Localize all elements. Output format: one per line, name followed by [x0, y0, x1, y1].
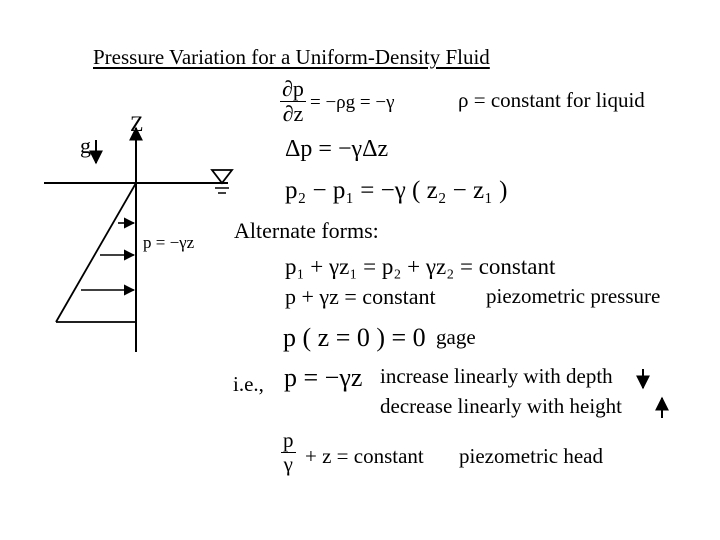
alt-form3-note: gage [436, 325, 476, 349]
alt-form5-note: piezometric head [459, 444, 604, 468]
page-title: Pressure Variation for a Uniform-Density Fluid [93, 45, 490, 69]
gravity-label: g [80, 133, 91, 158]
free-surface-icon [212, 170, 232, 193]
eq2: Δp = −γΔz [285, 136, 389, 162]
alt-form2-note: piezometric pressure [486, 284, 661, 308]
eq1-fraction [280, 78, 306, 125]
alt-form5-fraction [281, 430, 296, 475]
eq1-rhs: = −ρg = −γ [310, 92, 395, 113]
alt-form1: p₁ + γz₁ = p₂ + γz₂ = constant [285, 254, 556, 279]
alt-form2: p + γz = constant [285, 284, 436, 309]
alt-form4-note-height: decrease linearly with height [380, 394, 622, 418]
alternate-forms-heading: Alternate forms: [234, 218, 379, 243]
eq1-note: ρ = constant for liquid [458, 88, 645, 112]
pressure-hypotenuse [56, 183, 136, 322]
eq1-numerator: ∂p [282, 76, 304, 101]
z-axis-label: Z [130, 111, 144, 136]
pressure-label: p = −γz [143, 233, 195, 252]
alt-form5-denominator: γ [283, 452, 293, 476]
alt-form5-rhs: + z = constant [305, 444, 424, 468]
ie-label: i.e., [233, 372, 264, 396]
eq3: p₂ − p₁ = −γ ( z₂ − z₁ ) [285, 177, 508, 204]
alt-form3: p ( z = 0 ) = 0 [283, 323, 426, 352]
alt-form4-note-depth: increase linearly with depth [380, 364, 613, 388]
alt-form5-numerator: p [283, 428, 294, 452]
eq1-denominator: ∂z [282, 101, 304, 126]
alt-form4: p = −γz [284, 363, 363, 392]
